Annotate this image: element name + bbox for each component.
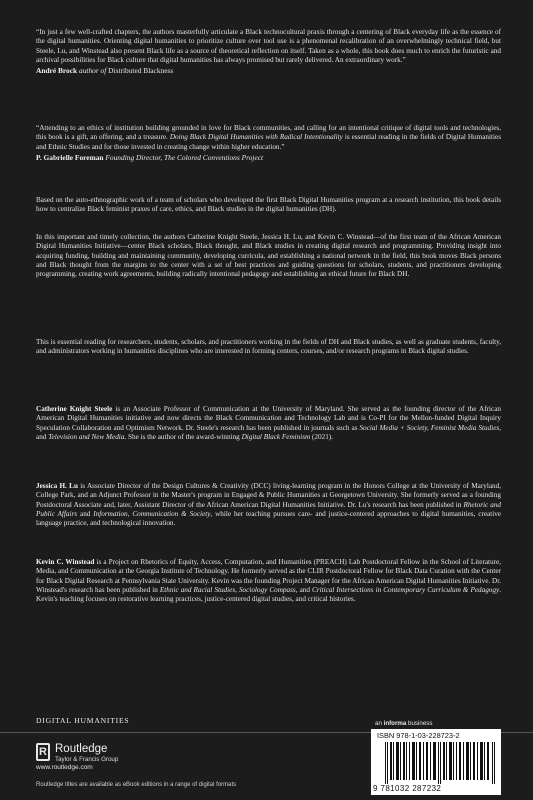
ebook-note: Routledge titles are available as eBook editions in a range of digital formats: [36, 782, 237, 788]
informa-business: an informa business: [375, 720, 433, 727]
isbn-barcode: [371, 729, 501, 795]
endorsement-quote: “In just a few well-crafted chapters, the authors masterfully articulate a Black technocultural praxis through a centering of Black everyday life as the essence of the digital humanities. Orienting digital humanities to prioritize culture over tool use is a phenomenal recalibration of an overwhelmingly technical field, but Steele, Lu, and Winstead also present Black life as a source of theoretical reflection on itself. Taken as a whole, this book does much to enrich the futuristic and archival possibilities for Black culture that digital humanities has always promised but rarely delivered. An extraordinary work.”: [36, 28, 501, 64]
barcode-icon: [385, 742, 497, 784]
barcode-digits: 9 781032 287232: [373, 784, 442, 793]
endorsement-brock: [36, 28, 501, 76]
endorsement-foreman: [36, 124, 501, 162]
endorsement-attribution: P. Gabrielle Foreman Founding Director, The Colored Conventions Project: [36, 152, 264, 162]
routledge-mark-icon: R: [36, 743, 50, 761]
description-2: In this important and timely collection, the authors Catherine Knight Steele, Jessica H. Lu, and Kevin C. Winstead—of the first team of the African American Digital Humanities Initiative—center Black scholars, Black thought, and Black studies in creating digital research and programming. Providing insight into acquiring funding, building and maintaining community, developing curricula, and establishing a national network in the field, this book moves Black persons and Black thought from the margins to the center with a set of best practices and guiding questions for scholars, students, and practitioners developing programming, creating work agreements, building radically intentional pedagogy and establishing an ethical future for Black DH.: [36, 233, 501, 279]
isbn-label: ISBN 978-1-03-228723-2: [377, 731, 460, 740]
publisher-url[interactable]: www.routledge.com: [36, 764, 93, 771]
bio-winstead: Kevin C. Winstead is a Project on Rhetorics of Equity, Access, Computation, and Humanities (PREACH) Lab Postdoctoral Fellow in the School of Literature, Media, and Communication at the Georgia Institute of Technology. He formerly served as the CLIR Postdoctoral Fellow for Black Data Curation with the Center for Black Digital Research at Pennsylvania State University. Kevin was the founding Project Manager for the African American Digital Humanities Initiative. Dr. Winstead's research has been published in Ethnic and Racial Studies, Sociology Compass, and Critical Intersections in Contemporary Curriculum & Pedagogy. Kevin's teaching focuses on restorative learning practices, justice-centered digital studies, and critical histories.: [36, 558, 502, 604]
bio-lu: Jessica H. Lu is Associate Director of the Design Cultures & Creativity (DCC) living-learning program in the Honors College at the University of Maryland, College Park, and an Adjunct Professor in the Master's program in Engaged & Public Humanities at Georgetown University. She formerly served as a founding Postdoctoral Associate and, later, Assistant Director of the African American Digital Humanities Initiative. Dr. Lu's research has been published in Rhetoric and Public Affairs and Information, Communication & Society, while her teaching pursues care- and justice-centered approaches to digital humanities, creative language practice, and technological innovation.: [36, 482, 502, 528]
endorsement-attribution: André Brock author of Distributed Blackness: [36, 66, 174, 76]
bio-steele: Catherine Knight Steele is an Associate Professor of Communication at the University of Maryland. She served as the founding director of the African American Digital Humanities initiative and now directs the Black Communication and Technology Lab and is Co-PI for the Mellon-funded Digital Inquiry Speculation Collaboration and Optimism Network. Dr. Steele's research has been published in journals such as Social Media + Society, Feminist Media Studies, and Television and New Media. She is the author of the award-winning Digital Black Feminism (2021).: [36, 405, 501, 441]
endorsement-quote: “Attending to an ethics of institution building grounded in love for Black communities, and calling for an intentional critique of digital tools and technologies, this book is a gift, an offering, and a treasure. Doing Black Digital Humanities with Radical Intentionality is essential reading in the fields of Digital Humanities and Ethnic Studies and for those invested in creating change within higher education.”: [36, 124, 501, 151]
description-1: Based on the auto-ethnographic work of a team of scholars who developed the first Black Digital Humanities program at a research institution, this book details how to centralize Black feminist praxes of care, ethics, and Black studies in the digital humanities (DH).: [36, 196, 501, 214]
routledge-logo: R Routledge Taylor & Francis Group: [36, 743, 144, 775]
subject-label: DIGITAL HUMANITIES: [36, 716, 130, 725]
description-3: This is essential reading for researchers, students, scholars, and practitioners working in the fields of DH and Black studies, as well as graduate students, faculty, and administrators working in humanities disciplines who are interested in forming centers, courses, and/or research programs in Black digital studies.: [36, 338, 501, 356]
